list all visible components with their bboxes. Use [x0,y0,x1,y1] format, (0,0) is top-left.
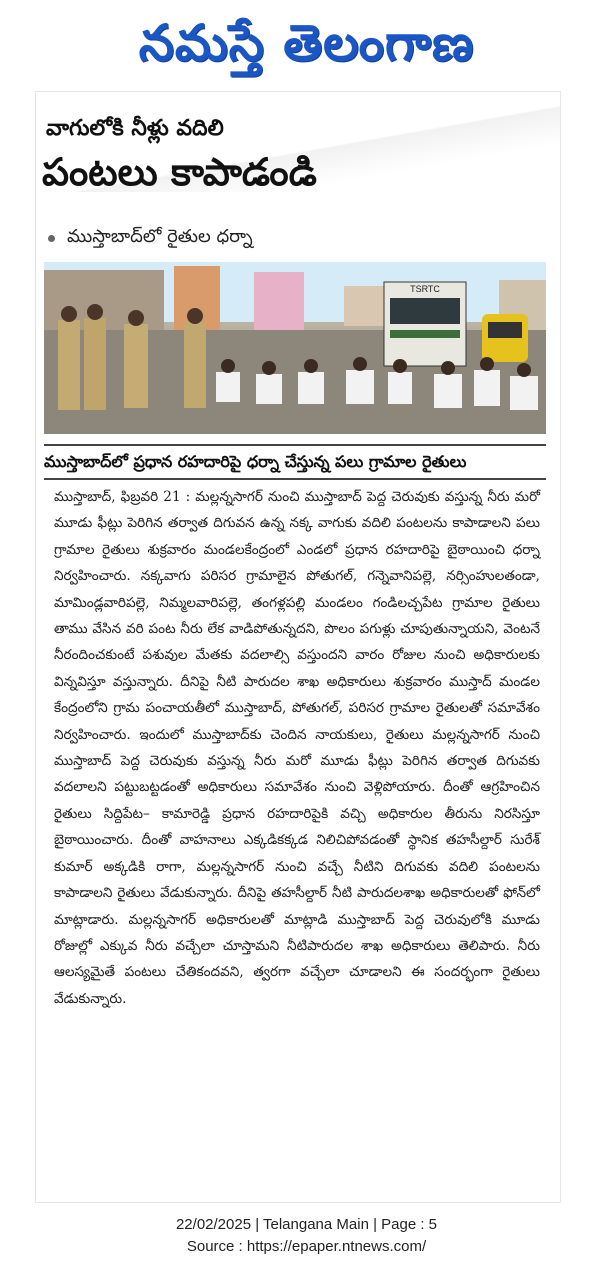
photo-caption: ముస్తాబాద్‌లో ప్రధాన రహదారిపై ధర్నా చేస్తున్న పలు గ్రామాల రైతులు [44,444,546,480]
protest-photo-illustration [44,262,546,434]
article-body-text: ముస్తాబాద్, ఫిబ్రవరి 21 : మల్లన్నసాగర్ నుంచి ముస్తాబాద్ పెద్ద చెరువుకు వస్తున్న నీరు మరో మూడు ఫీట్లు పెరిగిన తర్వాత దిగువన ఉన్న నక్క వాగుకు వదిలి పంటలను కాపాడాలని పలు గ్రామాల రైతులు శుక్రవారం మండలకేంద్రంలో ఎండలో ప్రధాన రహదారిపై బైఠాయించి ధర్నా నిర్వహించారు. నక్కవాగు పరిసర గ్రామాలైన పోతుగల్, గన్నెవానిపల్లె, నర్సింహులతండా, మామిండ్లవారిపల్లె, నిమ్మలవారిపల్లె, తంగళ్లపల్లి మండలం గండిలచ్చపేట గ్రామాల రైతులు తాము వేసిన వరి పంట నీరు లేక వాడిపోతున్నదని, పొలం పగుళ్లు చూపుతున్నాయని, వెంటనే నీరందించకుంటే పశువుల మేతకు వదలాల్సి వస్తుందని వారం రోజుల నుంచి అధికారులకు విన్నవిస్తూ వస్తున్నారు. దీనిపై నీటి పారుదల శాఖ అధికారులు శుక్రవారం ముస్తాద్ మండల కేంద్రంలోని గ్రామ పంచాయతీలో ముస్తాబాద్, పోతుగల్, పరిసర గ్రామాల రైతులతో సమావేశం నిర్వహించారు. ఇందులో ముస్తాబాద్‌కు చెందిన నాయకులు, రైతులు మల్లన్నసాగర్ నుంచి ముస్తాబాద్ పెద్ద చెరువుకు వస్తున్న నీరు మరో మూడు ఫీట్లు పెరిగిన తర్వాత దిగువకు వదలాలని పట్టుబట్టడంతో అధికారులు సమావేశం నుంచి వెళ్లిపోయారు. దీంతో ఆగ్రహించిన రైతులు సిద్దిపేట– కామారెడ్డి ప్రధాన రహదారిపైకి వచ్చి అధికారుల తీరును నిరసిస్తూ బైఠాయించారు. దీంతో వాహనాలు ఎక్కడికక్కడ నిలిచిపోవడంతో స్థానిక తహసీల్దార్ సురేశ్ కుమార్ అక్కడికి రాగా, మల్లన్నసాగర్ నుంచి వచ్చే నీటిని దిగువకు వదిలి పంటలను కాపాడాలని రైతులు వేడుకున్నారు. దీనిపై తహసీల్దార్ నీటి పారుదలశాఖ అధికారులతో ఫోన్‌లో మాట్లాడారు. మల్లన్నసాగర్ అధికారులతో మాట్లాడి ముస్తాబాద్ పెద్ద చెరువులోకి మూడు రోజుల్లో ఎక్కువ నీరు వచ్చేలా చూస్తామని నీటిపారుదల శాఖ అధికారులు తెలిపారు. నీరు ఆలస్యమైతే పంటలు చేతికందవని, త్వరగా వచ్చేలా చూడాలని ఈ సందర్భంగా రైతులు వేడుకున్నారు. [54,489,540,1007]
police-officer-1 [58,320,80,410]
police-head-1 [61,306,77,322]
police-officer-3 [124,324,148,408]
newspaper-masthead: నమస్తే తెలంగాణ [138,14,475,72]
road [44,330,546,434]
bullet-icon [48,235,55,242]
footer-source: Source : https://epaper.ntnews.com/ [186,1238,427,1255]
police-head-4 [187,308,203,324]
article-body [54,484,540,1012]
footer-dateline: 22/02/2025 | Telangana Main | Page : 5 [175,1216,438,1233]
bus-windshield [390,298,460,324]
police-officer-4 [184,322,206,408]
news-photo [44,262,546,434]
article-subhead [48,226,253,251]
subhead-text: ముస్తాబాద్‌లో రైతుల ధర్నా [67,226,253,247]
article-headline: పంటలు కాపాడండి [42,150,317,194]
police-officer-2 [84,318,106,410]
auto-window [488,322,522,338]
bus-stripe [390,330,460,338]
bus-board-text: TSRTC [410,284,440,294]
article-kicker: వాగులోకి నీళ్లు వదిలి [46,116,224,141]
news-clipping [36,92,560,1202]
police-head-2 [87,304,103,320]
police-head-3 [128,310,144,326]
